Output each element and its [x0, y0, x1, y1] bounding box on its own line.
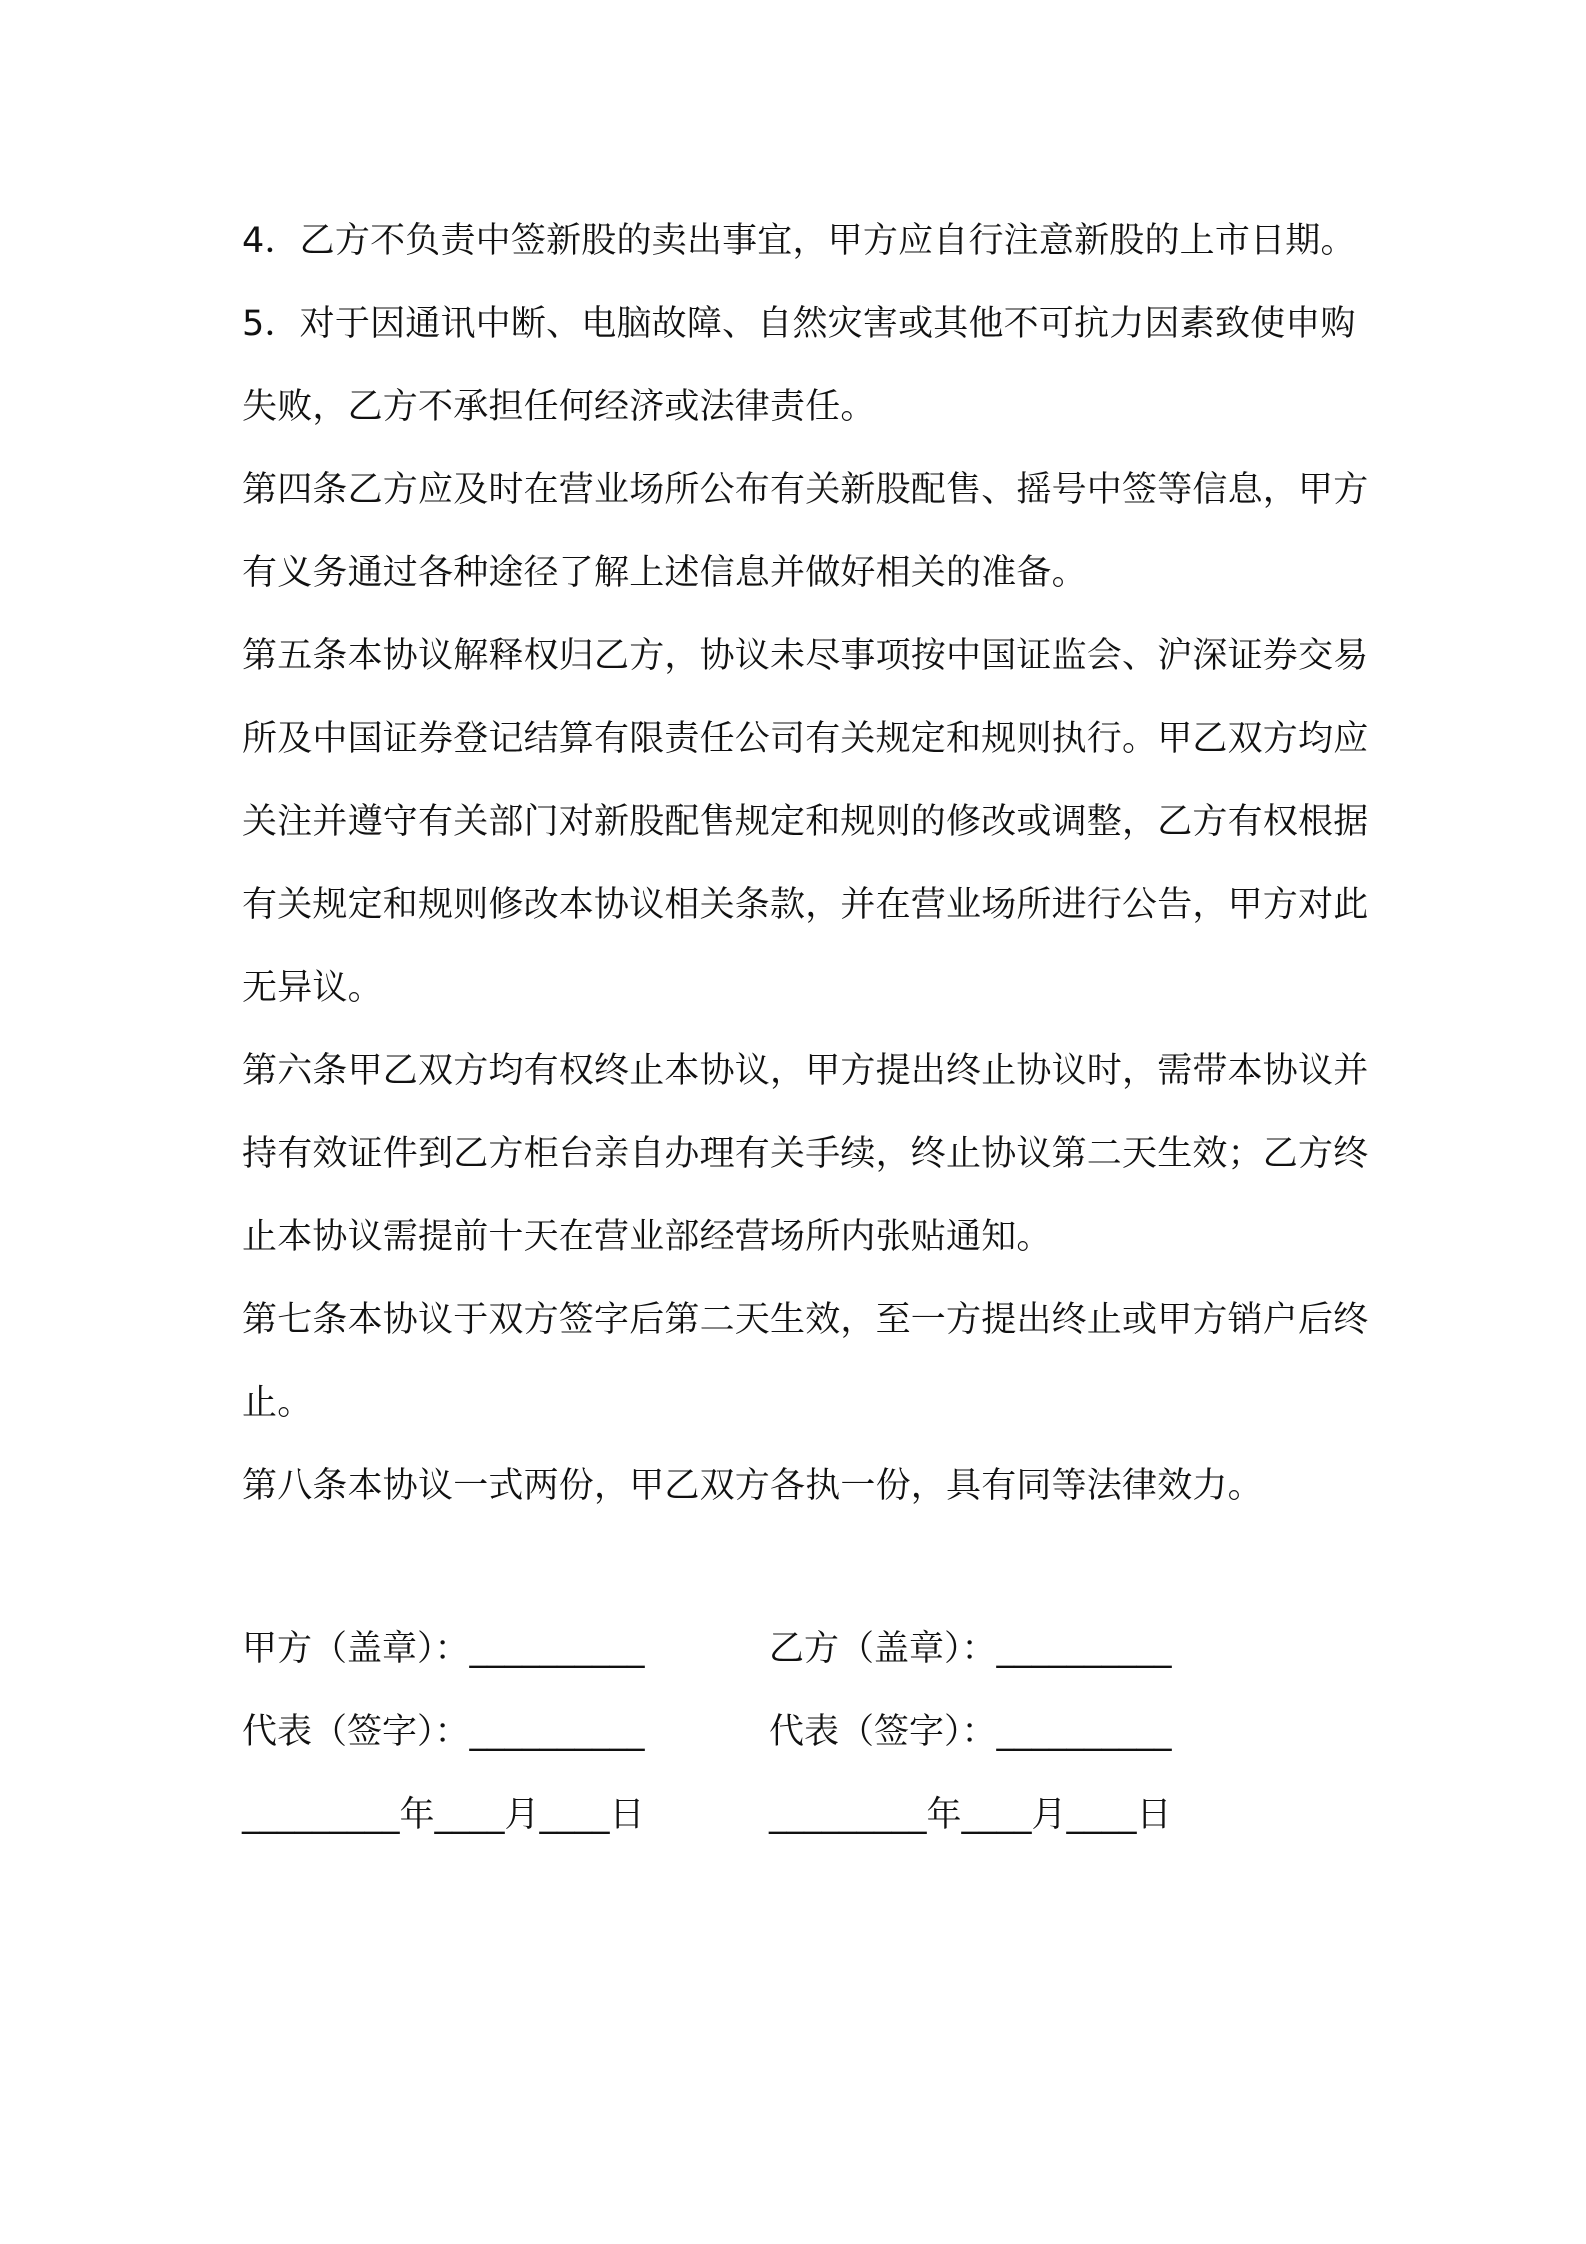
- signature-representative-row: [242, 1691, 1372, 1774]
- party-b-date-field: _________年____月____日: [769, 1795, 1172, 1835]
- article-8: 第八条本协议一式两份，甲乙双方各执一份，具有同等法律效力。: [242, 1466, 1263, 1506]
- article-6: 第六条甲乙双方均有权终止本协议，甲方提出终止协议时，需带本协议并持有效证件到乙方柜台亲自办理有关手续，终止协议第二天生效；乙方终止本协议需提前十天在营业部经营场所内张贴通知。: [242, 1051, 1369, 1257]
- party-b-seal-field: 乙方（盖章）：__________: [769, 1629, 1172, 1669]
- party-b-representative-field: 代表（签字）：__________: [769, 1712, 1172, 1752]
- article-5: 第五条本协议解释权归乙方，协议未尽事项按中国证监会、沪深证券交易所及中国证券登记结算有限责任公司有关规定和规则执行。甲乙双方均应关注并遵守有关部门对新股配售规定和规则的修改或调整，乙方有权根据有关规定和规则修改本协议相关条款，并在营业场所进行公告，甲方对此无异议。: [242, 636, 1369, 1008]
- party-a-representative-field: 代表（签字）：__________: [242, 1712, 645, 1752]
- signature-seal-row: [242, 1608, 1372, 1691]
- article-7: 第七条本协议于双方签字后第二天生效，至一方提出终止或甲方销户后终止。: [242, 1300, 1369, 1423]
- party-a-date-field: _________年____月____日: [242, 1795, 645, 1835]
- signature-date-row: [242, 1774, 1372, 1857]
- agreement-body: [242, 200, 1372, 1528]
- party-a-seal-field: 甲方（盖章）：__________: [242, 1629, 645, 1669]
- article-4: 第四条乙方应及时在营业场所公布有关新股配售、摇号中签等信息，甲方有义务通过各种途径了解上述信息并做好相关的准备。: [242, 470, 1369, 593]
- clause-5: 5．对于因通讯中断、电脑故障、自然灾害或其他不可抗力因素致使申购失败，乙方不承担任何经济或法律责任。: [242, 304, 1356, 427]
- clause-4: 4．乙方不负责中签新股的卖出事宜，甲方应自行注意新股的上市日期。: [242, 221, 1356, 261]
